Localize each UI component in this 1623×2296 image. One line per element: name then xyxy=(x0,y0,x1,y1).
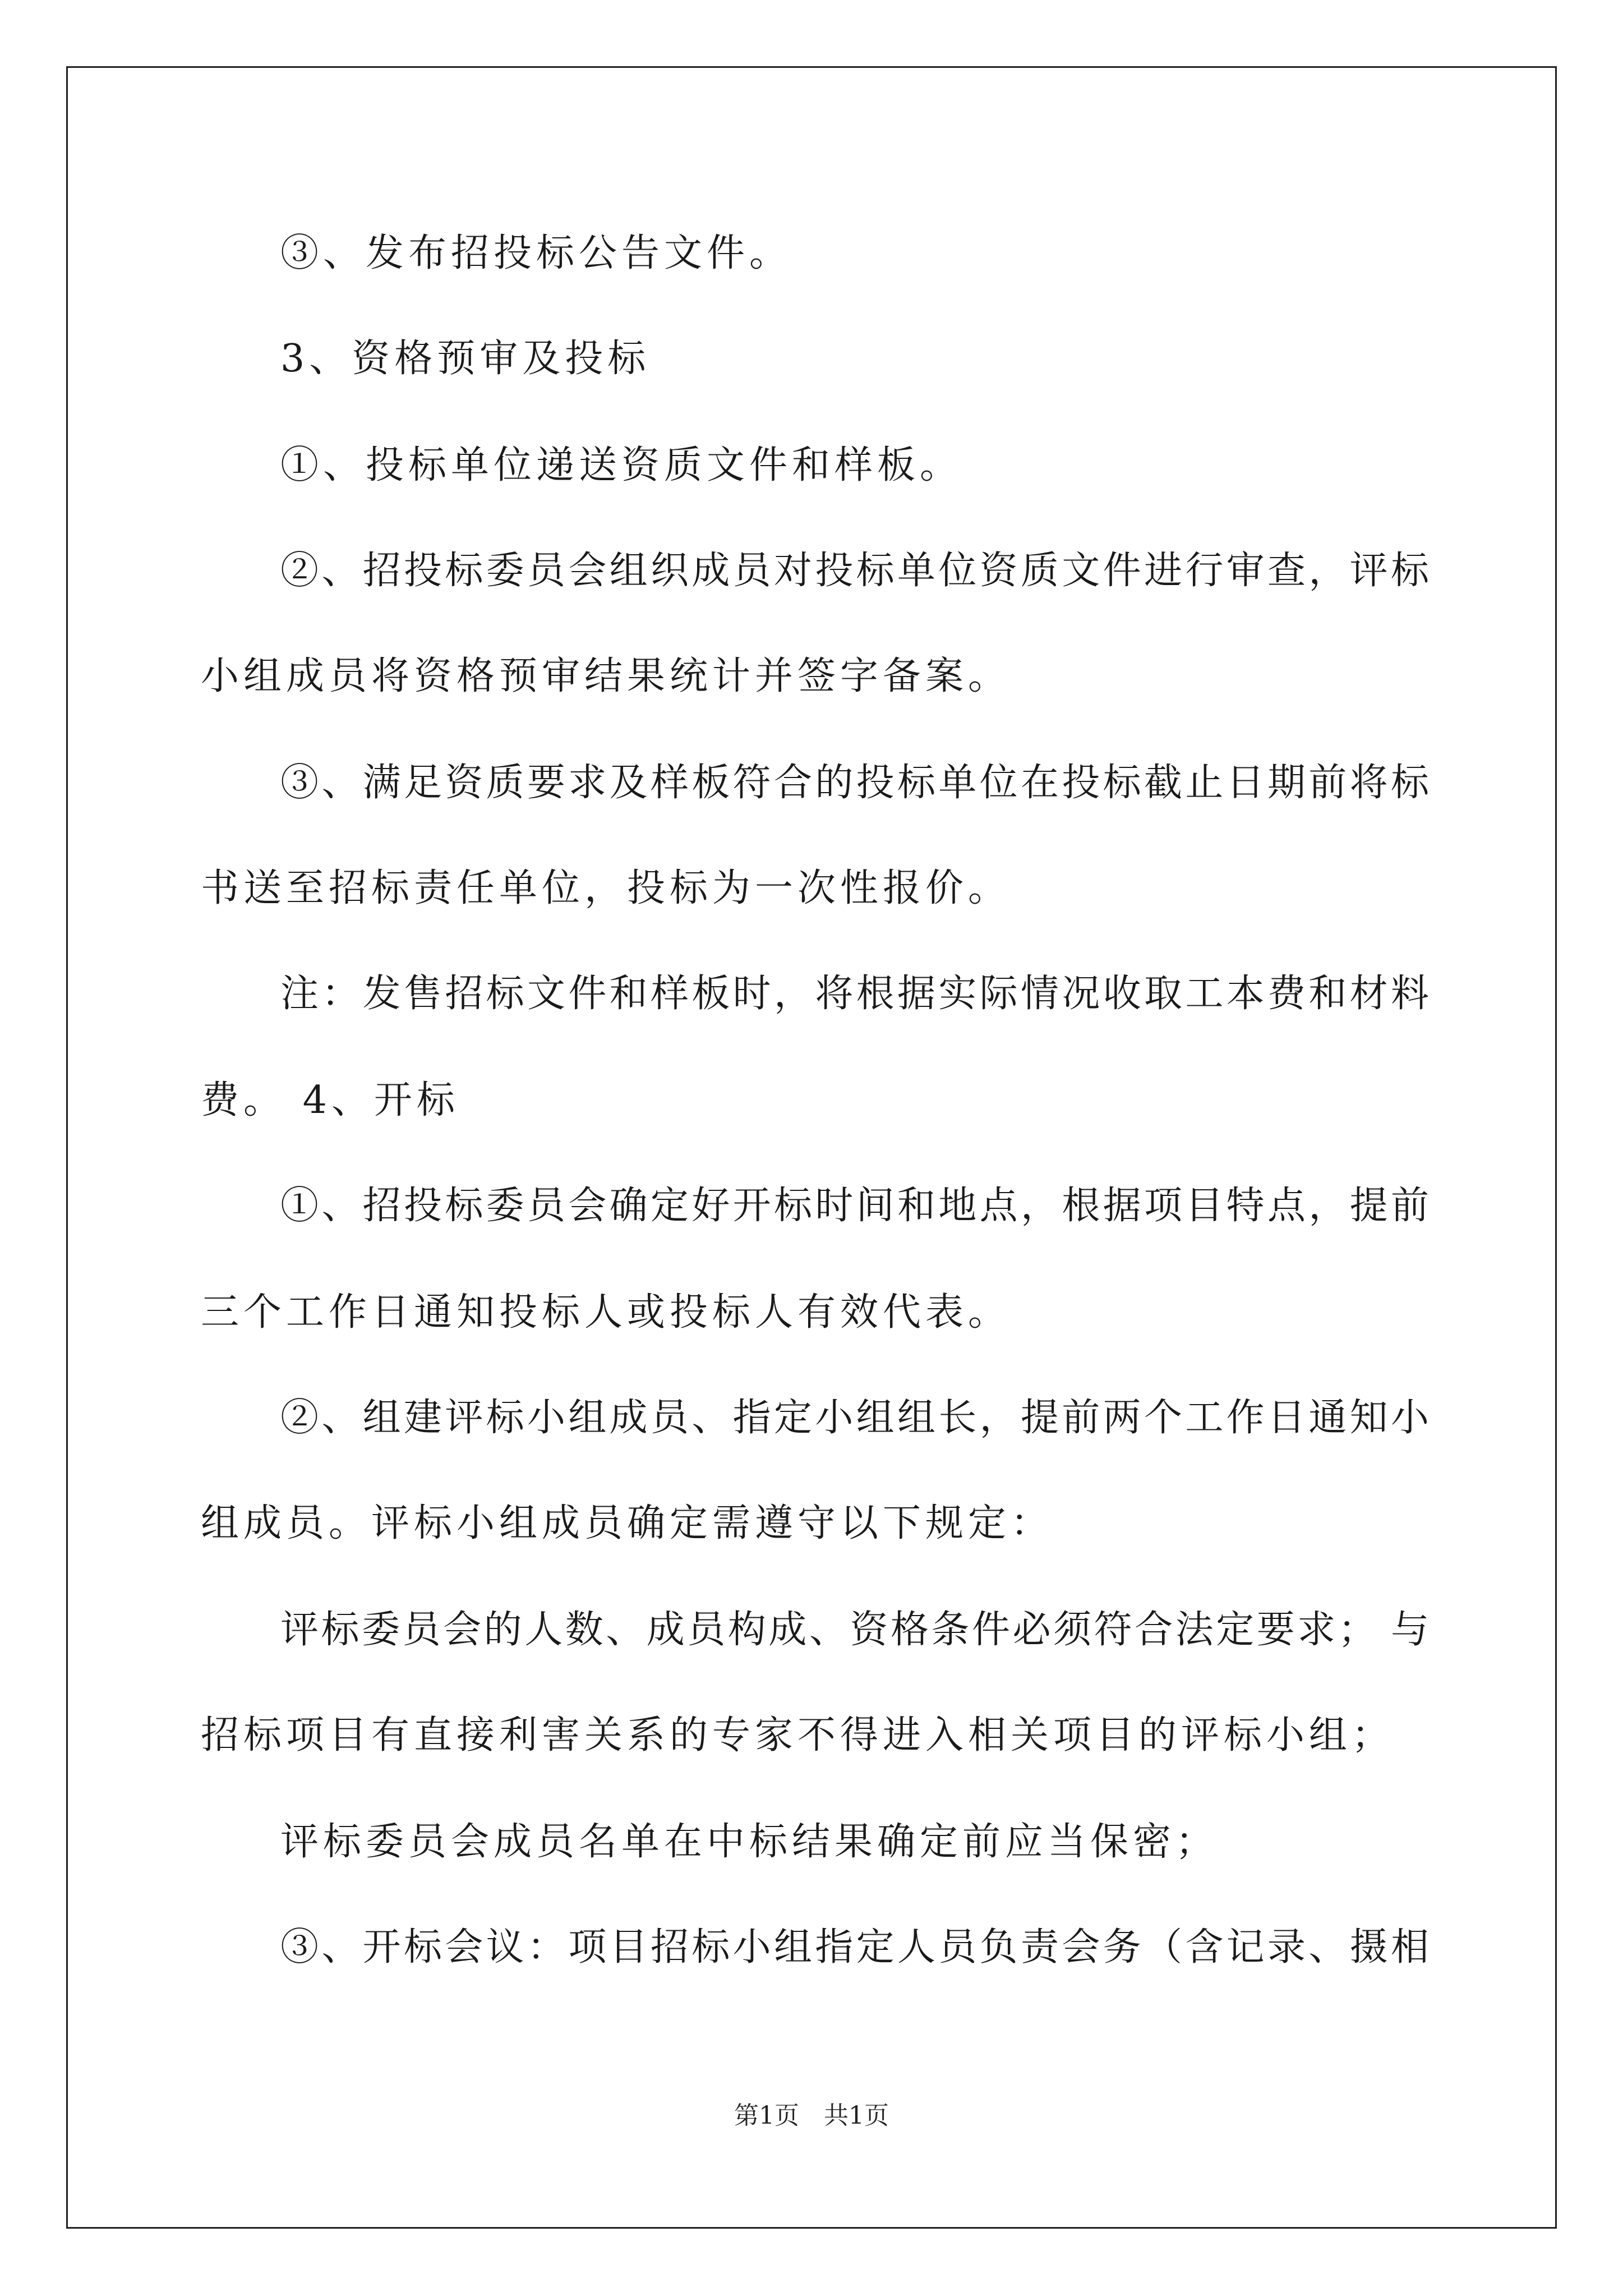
paragraph-line: ②、组建评标小组成员、指定小组组长，提前两个工作日通知小 xyxy=(280,1396,1429,1440)
paragraph-line: ①、招投标委员会确定好开标时间和地点，根据项目特点，提前 xyxy=(280,1184,1429,1228)
paragraph-line: ③、开标会议：项目招标小组指定人员负责会务（含记录、摄相 xyxy=(280,1925,1429,1970)
paragraph-line: ①、投标单位递送资质文件和样板。 xyxy=(280,443,963,487)
paragraph-line: ③、发布招投标公告文件。 xyxy=(280,231,792,275)
paragraph-line: 评标委员会成员名单在中标结果确定前应当保密； xyxy=(280,1820,1219,1864)
paragraph-line: ②、招投标委员会组织成员对投标单位资质文件进行审查，评标 xyxy=(280,549,1429,593)
paragraph-line: 注：发售招标文件和样板时，将根据实际情况收取工本费和材料 xyxy=(280,972,1429,1016)
paragraph-line: ③、满足资质要求及样板符合的投标单位在投标截止日期前将标 xyxy=(280,761,1429,805)
paragraph-line: 组成员。评标小组成员确定需遵守以下规定： xyxy=(201,1501,1054,1545)
paragraph-line: 三个工作日通知投标人或投标人有效代表。 xyxy=(201,1290,1011,1335)
paragraph-line: 书送至招标责任单位，投标为一次性报价。 xyxy=(201,866,1011,910)
paragraph-line: 费。 4、开标 xyxy=(201,1078,459,1122)
section-heading: 3、资格预审及投标 xyxy=(280,337,651,381)
paragraph-line: 小组成员将资格预审结果统计并签字备案。 xyxy=(201,654,1011,698)
page-border xyxy=(66,66,1557,2229)
paragraph-line: 招标项目有直接利害关系的专家不得进入相关项目的评标小组； xyxy=(201,1713,1395,1757)
page-number-footer: 第1页 共1页 xyxy=(734,2101,889,2130)
paragraph-line: 评标委员会的人数、成员构成、资格条件必须符合法定要求； 与 xyxy=(280,1608,1429,1652)
